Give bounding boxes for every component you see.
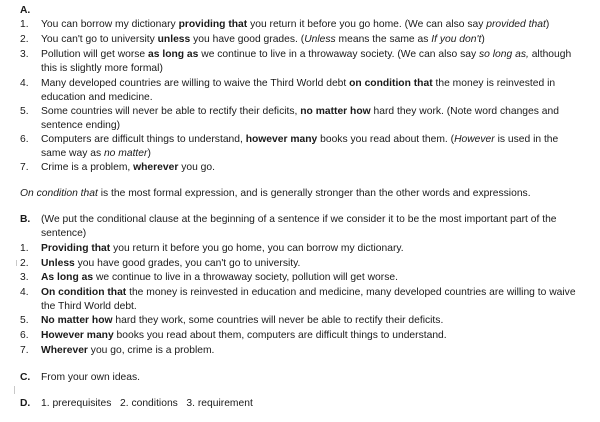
item-text: However many books you read about them, computers are difficult things to understand. xyxy=(41,330,447,341)
item-number: 2. xyxy=(20,258,29,269)
section-b-intro xyxy=(20,213,585,240)
section-b-item-5 xyxy=(20,314,580,328)
item-number: 3. xyxy=(20,49,29,60)
scan-mark xyxy=(16,260,17,266)
section-b-item-6 xyxy=(20,329,580,343)
scan-mark xyxy=(14,386,15,394)
section-a-item-2 xyxy=(20,33,580,47)
section-b-item-2 xyxy=(20,257,580,271)
item-number: 2. xyxy=(20,34,29,45)
item-text: Crime is a problem, wherever you go. xyxy=(41,162,215,173)
item-text: Some countries will never be able to rectify their deficits, no matter how hard they work. (Note word changes and sentence ending) xyxy=(41,106,559,131)
item-number: 5. xyxy=(20,106,29,117)
answer-3: 3. requirement xyxy=(186,398,253,409)
item-number: 1. xyxy=(20,19,29,30)
section-a-item-4 xyxy=(20,77,580,104)
item-number: 4. xyxy=(20,78,29,89)
item-text: Unless you have good grades, you can't go to university. xyxy=(41,258,301,269)
item-text: You can't go to university unless you have good grades. (Unless means the same as If you don't) xyxy=(41,34,485,45)
section-a-item-1 xyxy=(20,18,580,32)
section-a-item-3 xyxy=(20,48,580,75)
section-d-label: D. xyxy=(20,398,31,409)
section-a-item-5 xyxy=(20,105,580,132)
item-text: On condition that the money is reinvested in education and medicine, many developed countries are willing to waive the Third World debt. xyxy=(41,287,576,312)
item-number: 3. xyxy=(20,272,29,283)
item-text: Many developed countries are willing to waive the Third World debt on condition that the money is reinvested in education and medicine. xyxy=(41,78,556,103)
section-c-text: From your own ideas. xyxy=(41,372,141,383)
section-a-item-6 xyxy=(20,133,580,160)
item-number: 5. xyxy=(20,315,29,326)
item-text: You can borrow my dictionary providing that you return it before you go home. (We can also say provided that) xyxy=(41,19,550,30)
section-b-label: B. xyxy=(20,214,31,225)
item-number: 1. xyxy=(20,243,29,254)
section-a-label: A. xyxy=(20,5,31,16)
item-number: 6. xyxy=(20,330,29,341)
item-text: Providing that you return it before you go home, you can borrow my dictionary. xyxy=(41,243,404,254)
section-b-item-3 xyxy=(20,271,580,285)
section-b-item-7 xyxy=(20,344,580,358)
answer-1: 1. prerequisites xyxy=(41,398,112,409)
item-text: No matter how hard they work, some countries will never be able to rectify their deficits. xyxy=(41,315,444,326)
item-text: Pollution will get worse as long as we continue to live in a throwaway society. (We can also say so long as, although this is slightly more formal) xyxy=(41,49,572,74)
item-number: 7. xyxy=(20,345,29,356)
section-b-item-1 xyxy=(20,242,580,256)
section-d xyxy=(20,397,585,411)
section-b-intro-text: (We put the conditional clause at the beginning of a sentence if we consider it to be the most important part of the sentence) xyxy=(41,214,557,239)
item-text: Wherever you go, crime is a problem. xyxy=(41,345,215,356)
item-text: As long as we continue to live in a throwaway society, pollution will get worse. xyxy=(41,272,398,283)
section-c-label: C. xyxy=(20,372,31,383)
section-b-item-4 xyxy=(20,286,580,313)
item-text: Computers are difficult things to understand, however many books you read about them. (However is used in the same way as no matter) xyxy=(41,134,559,159)
item-number: 4. xyxy=(20,287,29,298)
formality-note: On condition that is the most formal expression, and is generally stronger than the other words and expressions. xyxy=(20,188,531,199)
section-d-answers xyxy=(41,397,585,411)
item-number: 6. xyxy=(20,134,29,145)
section-c xyxy=(20,371,585,385)
answer-2: 2. conditions xyxy=(120,398,178,409)
item-number: 7. xyxy=(20,162,29,173)
section-a-item-7 xyxy=(20,161,580,175)
